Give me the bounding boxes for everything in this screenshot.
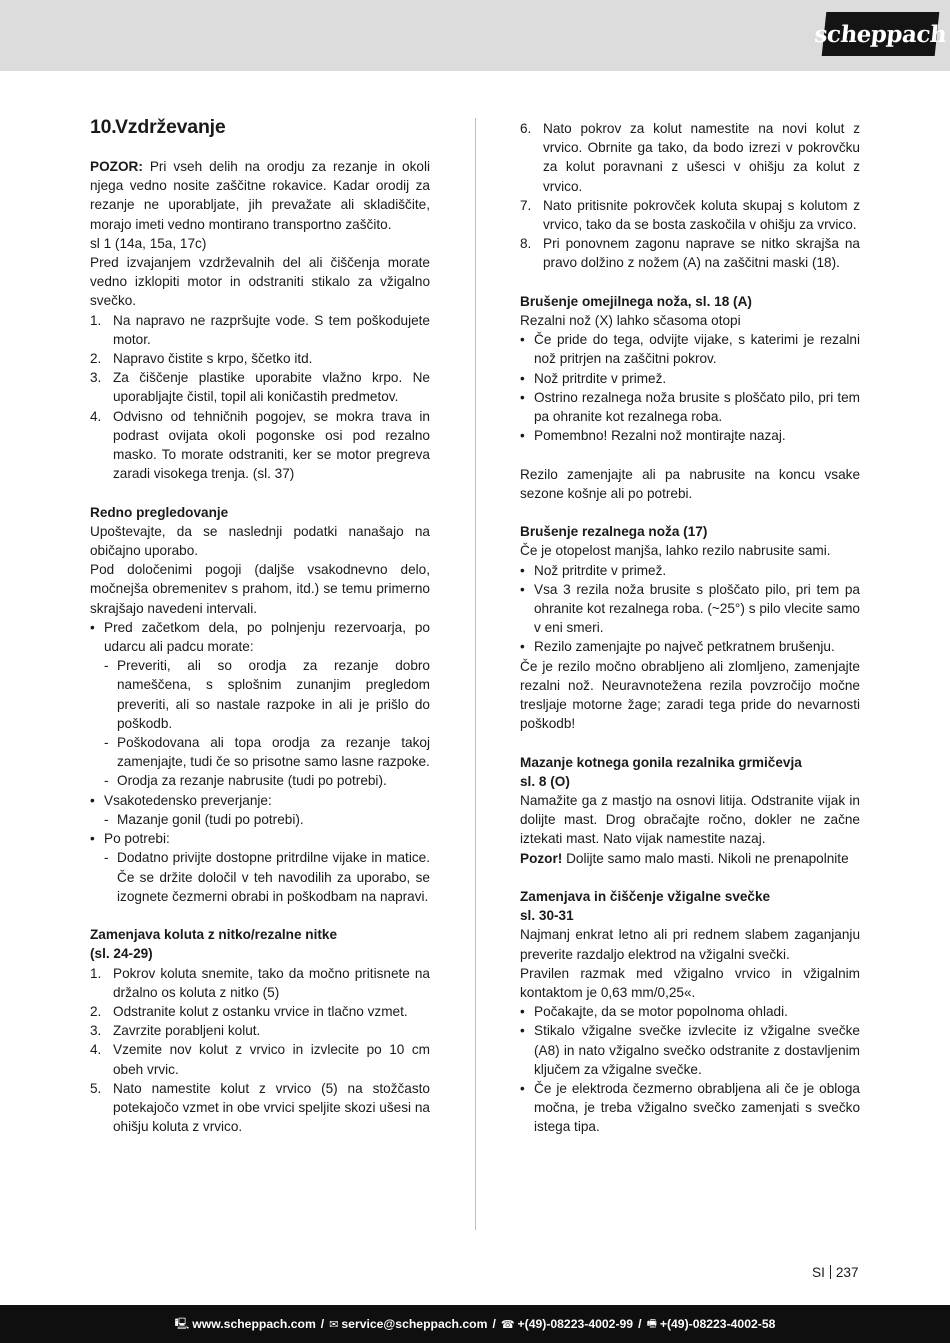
list-item: 8. Pri ponovnem zagonu naprave se nitko skrajša na pravo dolžino z nožem (A) na zaščitni maski (18). bbox=[520, 236, 860, 271]
list-item: - Dodatno privijte dostopne pritrdilne vijake in matice. Če se držite določil v teh navodilih za uporabo, se izognete čezmerni obrabi in poškodbam na napravi. bbox=[104, 850, 430, 904]
page-lang: SI bbox=[812, 1265, 825, 1280]
inspection-sublist bbox=[90, 848, 430, 906]
warning-paragraph bbox=[90, 157, 430, 234]
list-item: 4. Odvisno od tehničnih pogojev, se mokra trava in podrast ovijata okoli pogonske osi pod rezalno masko. To morate odstraniti, ker se motor pregreva zaradi visokega trenja. (sl. 37) bbox=[90, 408, 430, 482]
inspection-paragraph: Upoštevajte, da se naslednji podatki nanašajo na običajno uporabo. bbox=[90, 523, 430, 559]
list-item: 7. Nato pritisnite pokrovček koluta skupaj s kolutom z vrvico, tako da se bosta zaskočila v ohišju za vrvico. bbox=[520, 197, 860, 233]
website-link[interactable]: www.scheppach.com bbox=[192, 1317, 316, 1331]
phone-icon: ☎ bbox=[500, 1317, 515, 1331]
list-item: • Stikalo vžigalne svečke izvlecite iz vžigalne svečke (A8) in nato vžigalno svečko odstranite z dostavljenim ključem za vžigalne svečke. bbox=[520, 1023, 860, 1077]
list-item: - Mazanje gonil (tudi po potrebi). bbox=[104, 811, 304, 827]
header-band bbox=[0, 0, 950, 71]
brand-logo: scheppach bbox=[822, 12, 940, 56]
list-item: - Poškodovana ali topa orodja za rezanje takoj zamenjajte, tudi če so prisotne samo lasne razpoke. bbox=[104, 735, 430, 770]
list-item: • Vsa 3 rezila noža brusite s ploščato pilo, pri tem pa ohranite kot rezalnega roba. (~25°) s pilo vlecite samo v eni smeri. bbox=[520, 581, 860, 636]
plug-paragraph: Pravilen razmak med vžigalno vrvico in vžigalnim kontaktom je 0,63 mm/0,25«. bbox=[520, 965, 860, 1001]
inspection-paragraph: Pod določenimi pogoji (daljše vsakodnevno delo, močnejša obremenitev s prahom, itd.) se temu primerno skrajšajo navedeni intervali. bbox=[90, 562, 430, 616]
section-title bbox=[90, 114, 430, 140]
right-column bbox=[520, 119, 860, 1137]
footer-separator: / bbox=[492, 1317, 496, 1331]
cut-note: Če je rezilo močno obrabljeno ali zlomljeno, zamenjajte rezalni nož. Neuravnotežena rezila povzročijo močne tresljaje motorne žage; zaradi tega pride do nevarnosti poškodb! bbox=[520, 658, 860, 732]
fax-icon: 🖷 bbox=[646, 1316, 657, 1330]
gear-text: Namažite ga z mastjo na osnovi litija. Odstranite vijak in dolijte mast. Drog obračajte ročno, dokler ne začne iztekati mast. Nato vijak namestite nazaj. bbox=[520, 793, 860, 847]
list-item: 4. Vzemite nov kolut z vrvico in izvlecite po 10 cm obeh vrvic. bbox=[90, 1042, 430, 1077]
mail-icon: ✉ bbox=[329, 1317, 339, 1331]
email-link[interactable]: service@scheppach.com bbox=[341, 1317, 488, 1331]
page-number-value: 237 bbox=[835, 1265, 859, 1280]
list-item: - Preveriti, ali so orodja za rezanje dobro nameščena, s splošnim zunanjim pregledom preveriti, ali so nastale razpoke in ali je prišlo do poškodb. bbox=[104, 658, 430, 731]
plug-list bbox=[520, 1002, 860, 1136]
list-item: • Pomembno! Rezalni nož montirajte nazaj. bbox=[520, 428, 786, 444]
cut-heading: Brušenje rezalnega noža (17) bbox=[520, 524, 708, 540]
blade-note: Rezilo zamenjajte ali pa nabrusite na koncu vsake sezone košnje ali po potrebi. bbox=[520, 466, 860, 501]
maintenance-steps bbox=[90, 311, 430, 484]
list-item: 1. Na napravo ne razpršujte vode. S tem poškodujete motor. bbox=[90, 312, 430, 347]
list-item: 3. Zavrzite porabljeni kolut. bbox=[90, 1023, 261, 1039]
plug-paragraph: Najmanj enkrat letno ali pri rednem slabem zaganjanju preverite razdaljo elektrod na vžigalni svečki. bbox=[520, 927, 860, 962]
intro-paragraph: Pred izvajanjem vzdrževalnih del ali čiščenja morate vedno izklopiti motor in odstraniti stikalo za vžigalno svečko. bbox=[90, 255, 430, 309]
list-item: • Če pride do tega, odvijte vijake, s katerimi je rezalni nož pritrjen na zaščitni pokrov. bbox=[520, 332, 860, 367]
section-number: 10. bbox=[90, 116, 117, 138]
list-item: • Nož pritrdite v primež. bbox=[520, 370, 667, 386]
list-item: • Po potrebi: bbox=[90, 831, 170, 847]
footer-separator: / bbox=[638, 1317, 642, 1331]
phone-number: +(49)-08223-4002-99 bbox=[517, 1317, 634, 1331]
gear-heading: Mazanje kotnega gonila rezalnika grmičevja sl. 8 (O) bbox=[520, 754, 802, 789]
list-item: • Ostrino rezalnega noža brusite s ploščato pilo, pri tem pa ohranite kot rezalnega roba. bbox=[520, 389, 860, 425]
spool-steps bbox=[90, 964, 430, 1137]
warning-label: POZOR: bbox=[90, 159, 143, 174]
inspection-sublist bbox=[90, 656, 430, 790]
blade-heading: Brušenje omejilnega noža, sl. 18 (A) bbox=[520, 293, 752, 309]
fax-number: +(49)-08223-4002-58 bbox=[659, 1317, 776, 1331]
footer-separator: / bbox=[320, 1317, 325, 1331]
list-item: • Vsakotedensko preverjanje: bbox=[90, 792, 272, 808]
inspection-sublist bbox=[90, 810, 430, 829]
list-item: 5. Nato namestite kolut z vrvico (5) na stožčasto potekajočo vzmet in obe vrvici speljite skozi ušesi na ohišju koluta z vrvico. bbox=[90, 1080, 430, 1135]
list-item: • Nož pritrdite v primež. bbox=[520, 562, 667, 578]
list-item: • Rezilo zamenjajte po največ petkratnem brušenju. bbox=[520, 639, 835, 655]
blade-list bbox=[520, 330, 860, 445]
spool-heading: Zamenjava koluta z nitko/rezalne nitke (sl. 24-29) bbox=[90, 927, 338, 962]
gear-warning-text: Dolijte samo malo masti. Nikoli ne prenapolnite bbox=[562, 850, 849, 866]
list-item: • Če je elektroda čezmerno obrabljena ali če je obloga močna, je treba vžigalno svečko zamenjati s svečko istega tipa. bbox=[520, 1081, 860, 1135]
list-item: 6. Nato pokrov za kolut namestite na novi kolut z vrvico. Obrnite ga tako, da bodo izrezi v pokrovčku za kolut poravnani z ušesci v ohišju za kolut z vrvico. bbox=[520, 121, 860, 194]
page-number bbox=[812, 1265, 859, 1280]
left-column bbox=[90, 114, 430, 1136]
gear-warning-label: Pozor! bbox=[520, 850, 563, 866]
blade-intro: Rezalni nož (X) lahko sčasoma otopi bbox=[520, 313, 741, 329]
list-item: • Počakajte, da se motor popolnoma ohladi. bbox=[520, 1004, 788, 1020]
list-item: - Orodja za rezanje nabrusite (tudi po potrebi). bbox=[104, 773, 387, 789]
gear-warning bbox=[520, 849, 860, 868]
list-item: 3. Za čiščenje plastike uporabite vlažno krpo. Ne uporabljajte čistil, topil ali koničastih predmetov. bbox=[90, 370, 430, 405]
inspection-heading: Redno pregledovanje bbox=[90, 504, 229, 520]
list-item: 2. Napravo čistite s krpo, ščetko itd. bbox=[90, 351, 313, 367]
spool-steps-continued bbox=[520, 119, 860, 273]
list-item: 1. Pokrov koluta snemite, tako da močno pritisnete na držalno os koluta z nitko (5) bbox=[90, 965, 430, 1000]
figure-reference: sl 1 (14a, 15a, 17c) bbox=[90, 235, 207, 251]
list-item: 2. Odstranite kolut z ostanku vrvice in tlačno vzmet. bbox=[90, 1003, 408, 1019]
inspection-list bbox=[90, 791, 430, 810]
warning-text: Pri vseh delih na orodju za rezanje in okoli njega vedno nosite zaščitne rokavice. Kadar orodij za rezanje ne uporabljate, jih prevažate ali skladiščite, morajo imeti vedno montirano transportno zaščito. bbox=[90, 159, 430, 232]
computer-icon: 🖳 bbox=[174, 1316, 190, 1330]
column-divider bbox=[475, 118, 476, 1230]
cut-intro: Če je otopelost manjša, lahko rezilo nabrusite sami. bbox=[520, 543, 831, 559]
cut-list bbox=[520, 561, 860, 657]
footer-bar bbox=[0, 1305, 950, 1343]
plug-heading: Zamenjava in čiščenje vžigalne svečke sl. 30-31 bbox=[520, 889, 771, 924]
list-item: • Pred začetkom dela, po polnjenju rezervoarja, po udarcu ali padcu morate: bbox=[90, 619, 430, 655]
inspection-list bbox=[90, 829, 430, 848]
section-title-text: Vzdrževanje bbox=[115, 116, 226, 138]
inspection-list bbox=[90, 618, 430, 656]
